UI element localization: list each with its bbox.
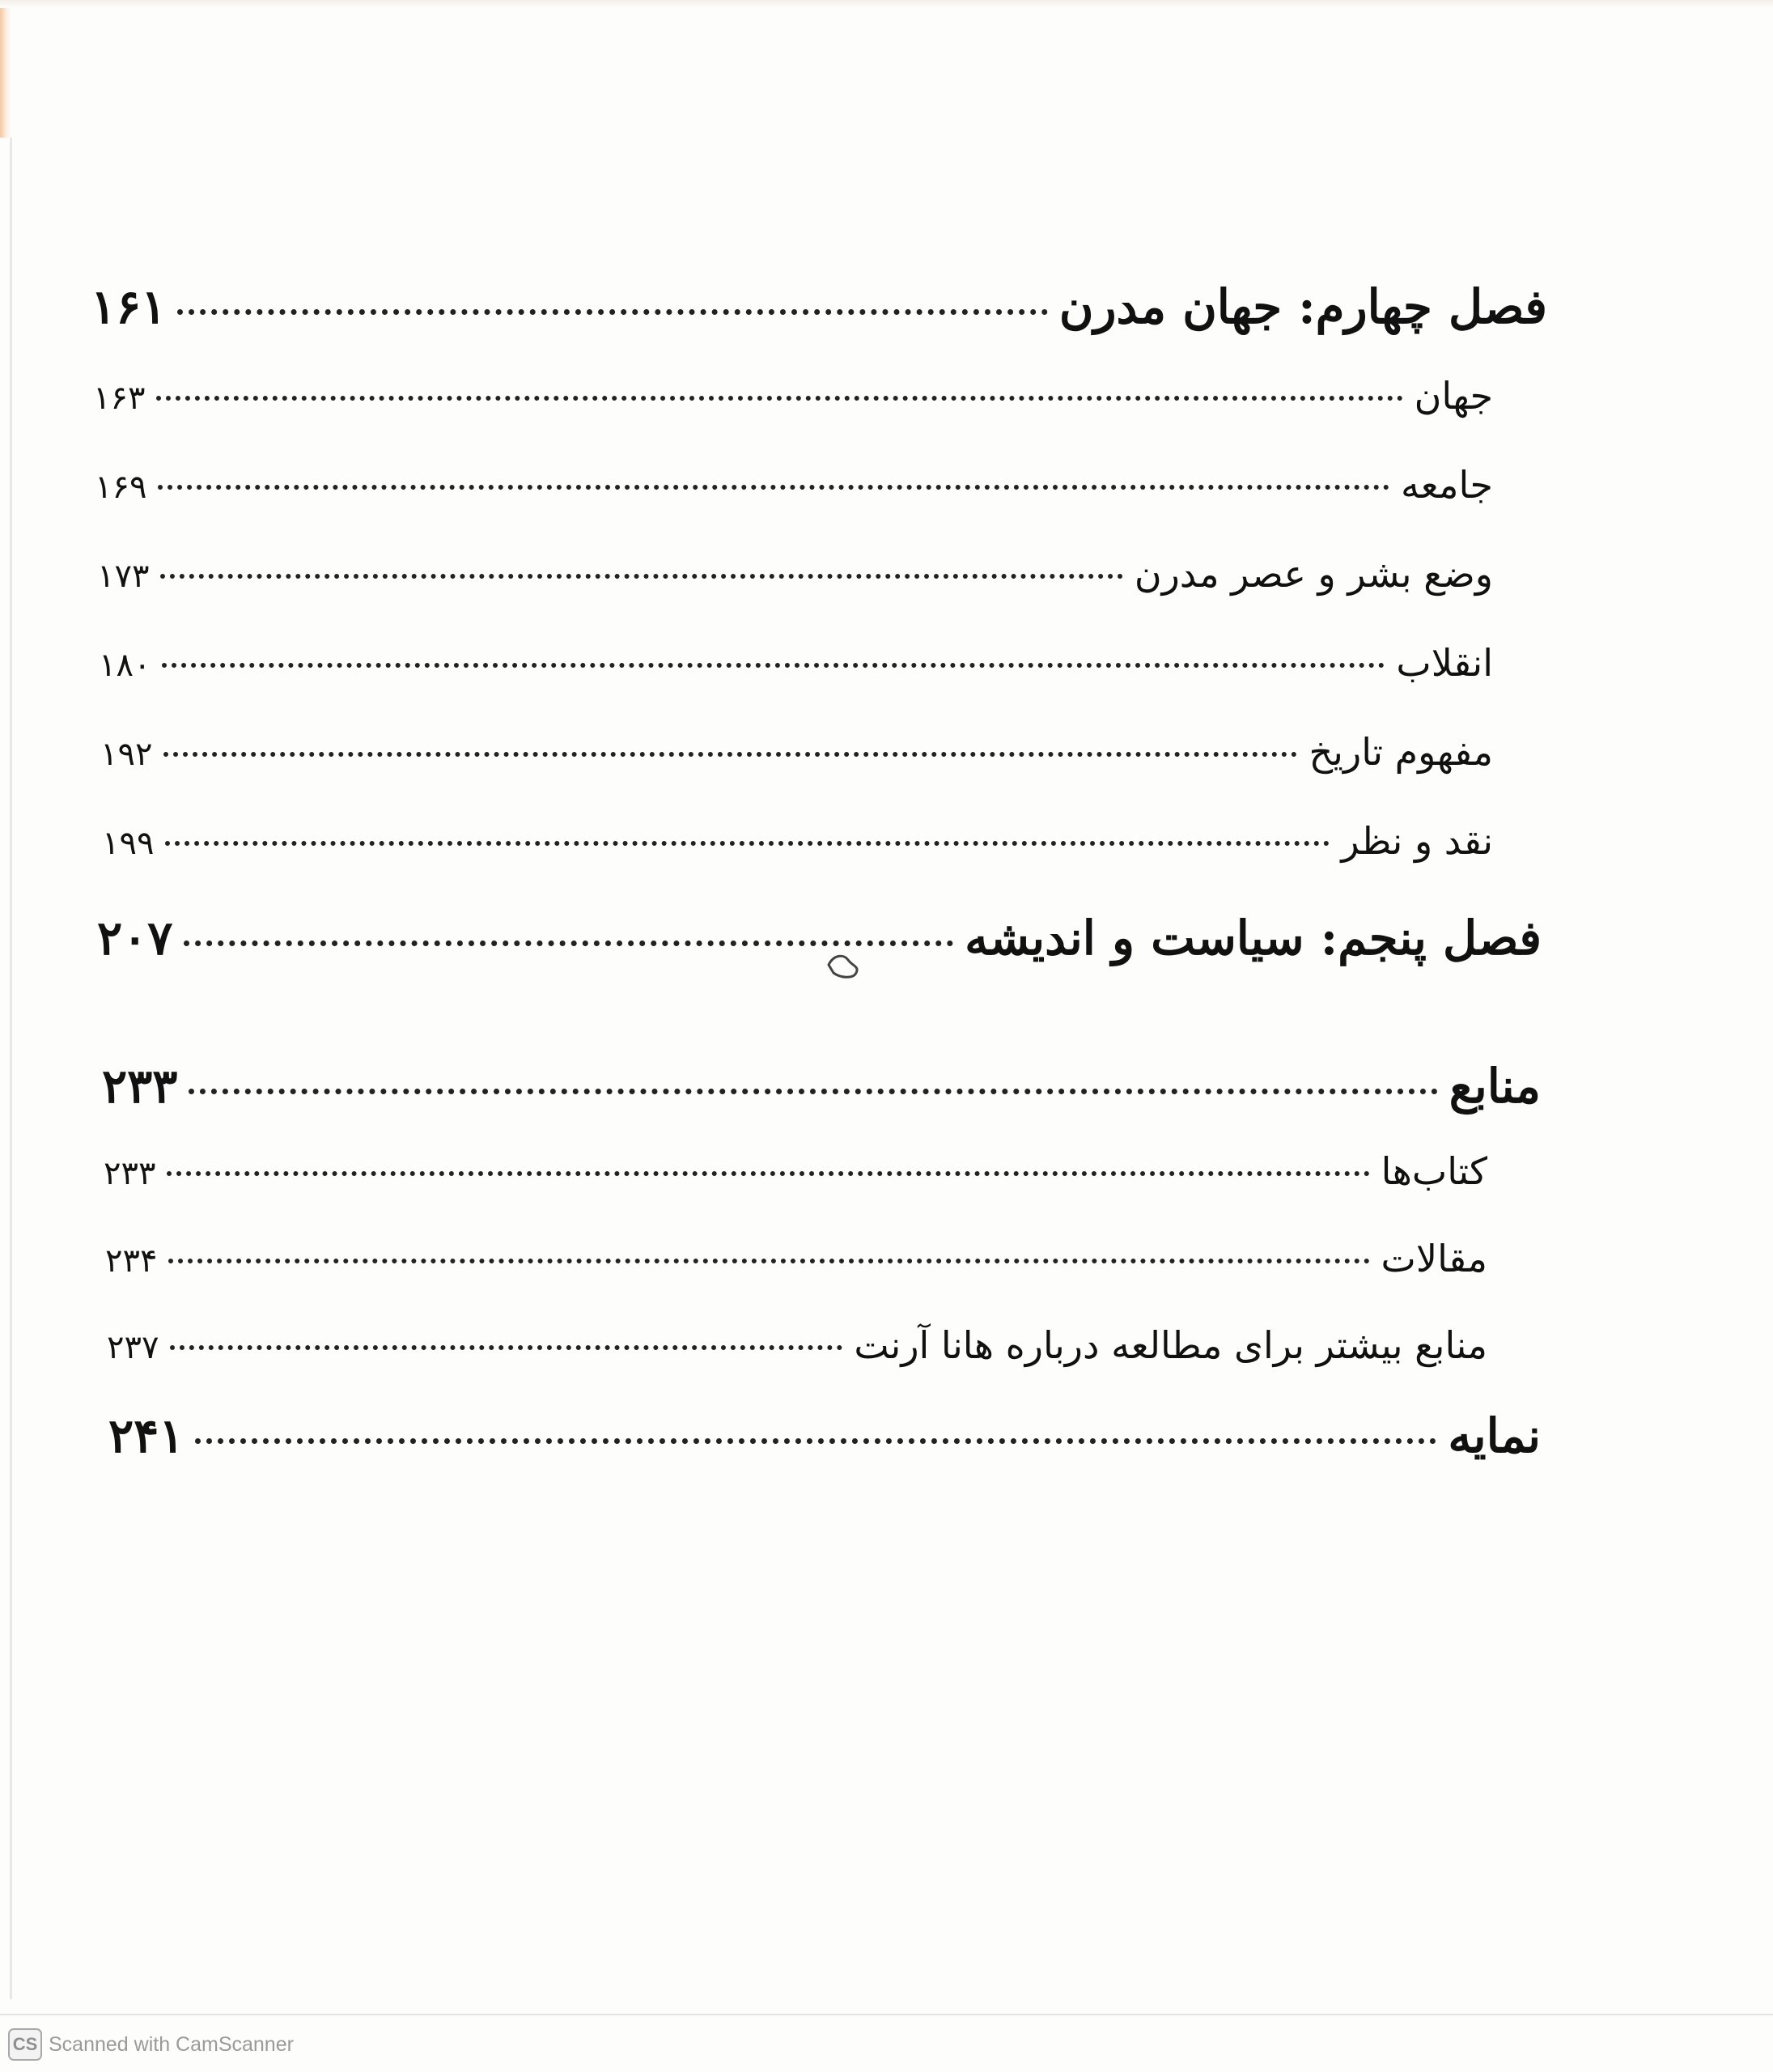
toc-entry-title: منابع [1449,1059,1541,1114]
toc-entry-page: ۱۸۰ [99,647,151,684]
ink-smudge [824,949,864,979]
toc-entry-page: ۲۳۳ [104,1155,156,1192]
camscanner-logo-icon: CS [8,2028,42,2061]
scanner-watermark [8,2028,294,2061]
toc-entry-title: مفهوم تاریخ [1309,730,1493,774]
toc-entry-page: ۲۳۴ [105,1242,158,1280]
dot-leader [162,663,1385,668]
toc-entry-page: ۲۳۷ [107,1329,159,1366]
toc-entry [107,1323,1487,1367]
toc-entry-page: ۲۰۷ [97,911,173,966]
toc-entry-title: فصل پنجم: سیاست و اندیشه [965,911,1542,966]
dot-leader [165,841,1330,846]
toc-entry [93,374,1493,418]
toc-entry-title: جهان [1414,374,1493,418]
toc-entry [97,552,1493,596]
toc-entry-title: مقالات [1381,1237,1487,1280]
toc-entry-page: ۱۶۳ [93,380,146,417]
dot-leader [168,1259,1369,1263]
toc-entry-chapter-5 [97,911,1542,966]
toc-entry-page: ۱۶۹ [95,469,147,506]
toc-entry-page: ۱۷۳ [97,558,150,595]
toc-entry-chapter-4 [91,279,1547,334]
toc-entry-page: ۱۹۲ [100,736,153,773]
dot-leader [170,1345,842,1350]
toc-entry-page: ۱۹۹ [102,825,155,862]
dot-leader [184,940,953,946]
toc-entry [102,819,1493,863]
toc-entry [100,730,1493,774]
dot-leader [167,1171,1369,1176]
toc-entry-page: ۱۶۱ [91,279,167,334]
toc-entry-title: انقلاب [1396,641,1493,685]
dot-leader [177,309,1047,315]
toc-entry [104,1149,1487,1193]
toc-entry-title: نقد و نظر [1341,819,1493,863]
toc-entry-title: جامعه [1401,463,1493,507]
toc-entry-title: وضع بشر و عصر مدرن [1134,552,1493,596]
dot-leader [163,752,1297,757]
toc-entry-sources [102,1059,1541,1114]
toc-entry [105,1237,1487,1280]
toc-entry-title: کتاب‌ها [1381,1149,1487,1193]
watermark-text: Scanned with CamScanner [49,2032,294,2056]
toc-entry [95,463,1493,507]
toc-entry-title: فصل چهارم: جهان مدرن [1058,279,1547,334]
toc-entry [99,641,1493,685]
dot-leader [158,485,1389,490]
toc-entry-title: نمایه [1448,1408,1541,1463]
dot-leader [189,1089,1437,1094]
toc-entry-page: ۲۴۱ [108,1408,185,1463]
dot-leader [195,1438,1436,1444]
dot-leader [160,574,1122,579]
toc-entry-page: ۲۳۳ [102,1059,178,1114]
toc-entry-index [108,1408,1541,1463]
page-bottom-edge [0,2014,1773,2015]
dot-leader [156,396,1402,401]
toc-entry-title: منابع بیشتر برای مطالعه درباره هانا آرنت [854,1323,1487,1367]
